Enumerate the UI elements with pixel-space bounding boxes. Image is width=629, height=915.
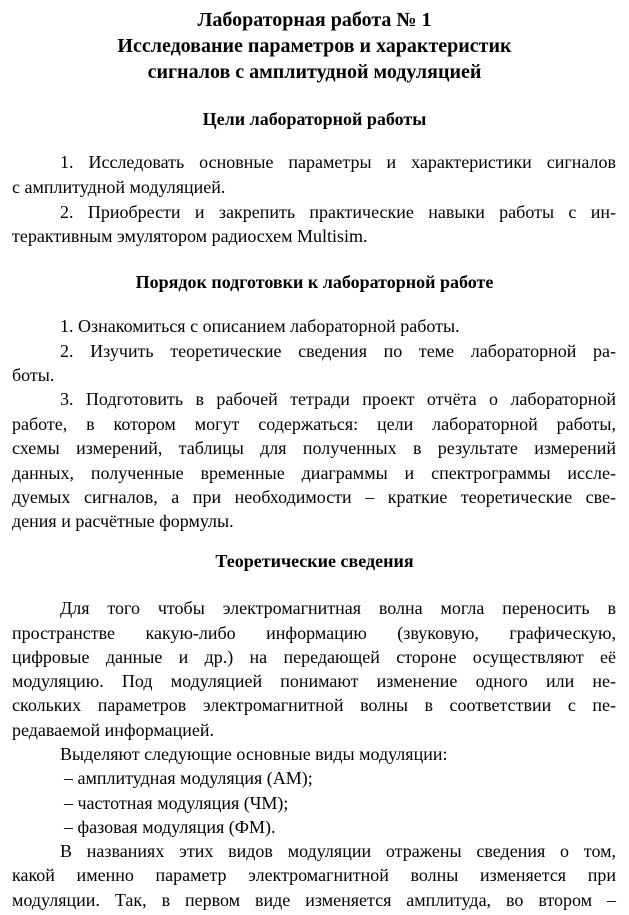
theory-line-3: цифровые данные и др.) на передающей стороне осуществляют её: [12, 647, 616, 667]
theory-line-12: какой именно параметр электромагнитной волны изменяется при: [12, 865, 616, 885]
prep-line-4: 3. Подготовить в рабочей тетради проект отчёта о лабораторной: [60, 389, 616, 409]
modulation-type-pm: – фазовая модуляция (ФМ).: [64, 817, 276, 837]
modulation-type-fm: – частотная модуляция (ЧМ);: [64, 793, 289, 813]
goals-line-2: с амплитудной модуляцией.: [12, 177, 226, 197]
theory-line-5: скольких параметров электромагнитной волны в соответствии с пе-: [12, 695, 616, 715]
theory-line-7: Выделяют следующие основные виды модуляции:: [60, 744, 448, 764]
doc-title-line-2: Исследование параметров и характеристик: [117, 35, 512, 57]
theory-line-2: пространстве какую-либо информацию (звуковую, графическую,: [12, 623, 616, 643]
heading-theory: Теоретические сведения: [215, 551, 414, 571]
heading-preparation: Порядок подготовки к лабораторной работе: [135, 272, 494, 292]
prep-line-5: работе, в котором могут содержаться: цели лабораторной работы,: [12, 414, 616, 434]
doc-title-line-3: сигналов с амплитудной модуляцией: [147, 61, 482, 83]
prep-line-2: 2. Изучить теоретические сведения по теме лабораторной ра-: [60, 341, 616, 361]
prep-line-1: 1. Ознакомиться с описанием лабораторной работы.: [60, 316, 460, 336]
doc-title-line-1: Лабораторная работа № 1: [197, 9, 432, 31]
theory-line-6: редаваемой информацией.: [12, 720, 214, 740]
prep-line-6: схемы измерений, таблицы для полученных в результате измерений: [12, 438, 616, 458]
goals-line-4: терактивным эмулятором радиосхем Multisim.: [12, 226, 368, 246]
prep-line-7: данных, полученные временные диаграммы и спектрограммы иссле-: [12, 463, 616, 483]
theory-line-11: В названиях этих видов модуляции отражены сведения о том,: [60, 841, 616, 861]
goals-line-1: 1. Исследовать основные параметры и характеристики сигналов: [60, 152, 616, 172]
heading-goals: Цели лабораторной работы: [202, 109, 427, 129]
goals-line-3: 2. Приобрести и закрепить практические навыки работы с ин-: [60, 202, 616, 222]
prep-line-9: дения и расчётные формулы.: [12, 511, 234, 531]
theory-line-1: Для того чтобы электромагнитная волна могла переносить в: [60, 598, 616, 618]
modulation-type-am: – амплитудная модуляция (АМ);: [64, 768, 313, 788]
theory-line-4: модуляцию. Под модуляцией понимают изменение одного или не-: [12, 671, 616, 691]
prep-line-8: дуемых сигналов, а при необходимости – краткие теоретические све-: [12, 487, 616, 507]
prep-line-3: боты.: [12, 365, 55, 385]
theory-line-13: модуляции. Так, в первом виде изменяется амплитуда, во втором –: [12, 890, 616, 910]
